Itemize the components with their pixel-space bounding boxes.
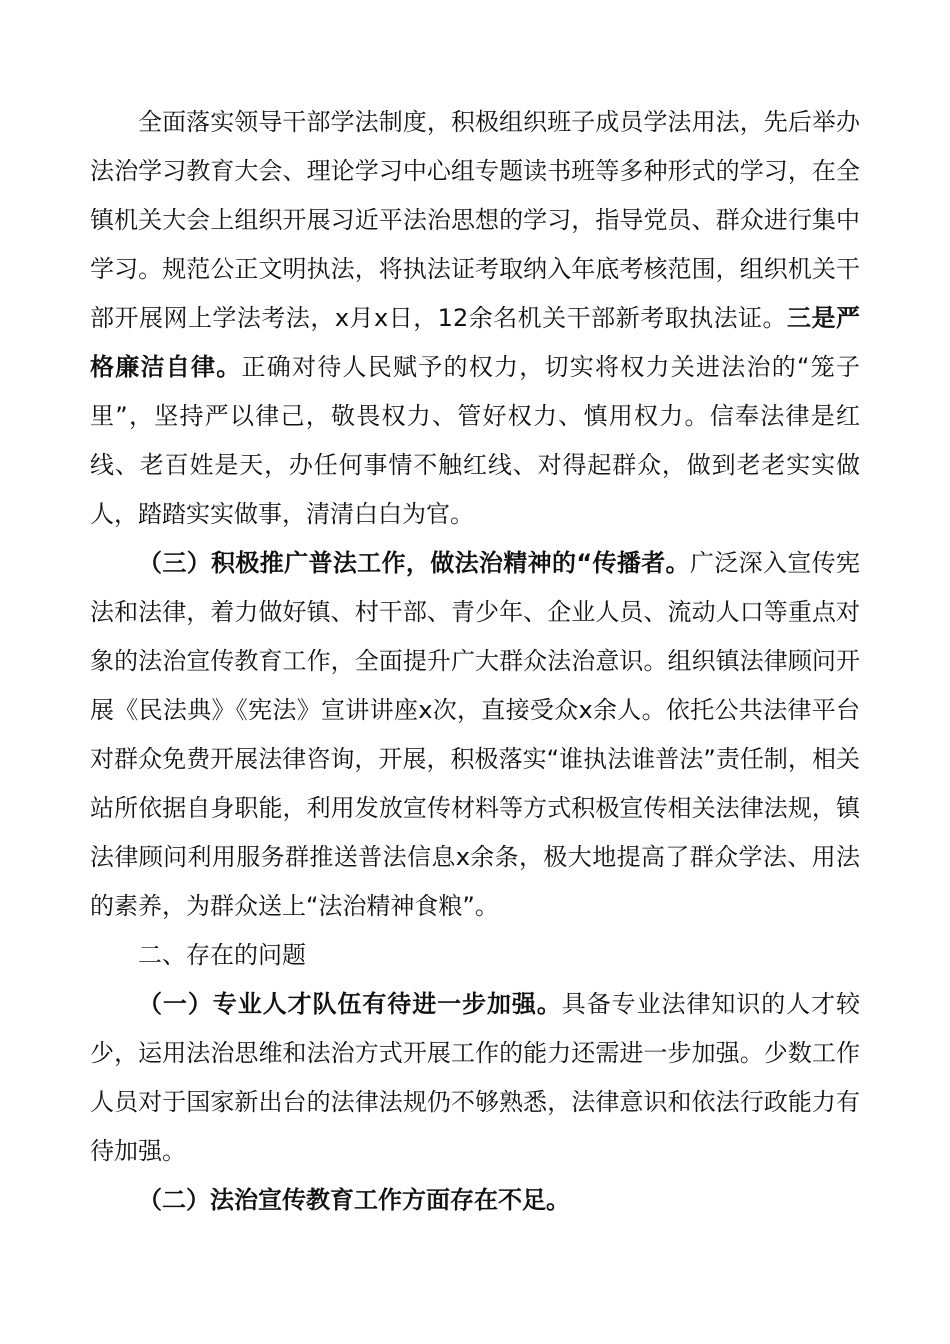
paragraph-publicity-shortfall	[90, 1176, 860, 1225]
paragraph-law-promotion	[90, 539, 860, 931]
document-body	[90, 98, 860, 1225]
section-heading-inline: （二）法治宣传教育工作方面存在不足。	[138, 1186, 570, 1214]
paragraph-text: 具备专业法律知识的人才较少，运用法治思维和法治方式开展工作的能力还需进一步加强。少数工作人员对于国家新出台的法律法规仍不够熟悉，法律意识和依法行政能力有待加强。	[90, 990, 861, 1165]
paragraph-talent-team	[90, 980, 860, 1176]
paragraph-law-study	[90, 98, 860, 539]
section-heading-inline: （三）积极推广普法工作，做法治精神的“传播者。	[138, 549, 690, 577]
section-heading-inline: （一）专业人才队伍有待进一步加强。	[138, 990, 562, 1018]
paragraph-heading-inline: 三是严格廉洁自律。	[90, 304, 861, 381]
paragraph-text: 全面落实领导干部学法制度，积极组织班子成员学法用法，先后举办法治学习教育大会、理论学习中心组专题读书班等多种形式的学习，在全镇机关大会上组织开展习近平法治思想的学习，指导党员、群众进行集中学习。规范公正文明执法，将执法证考取纳入年底考核范围，组织机关干部开展网上学法考法，x月x日，12余名机关干部新考取执法证。	[90, 108, 860, 332]
paragraph-text: 正确对待人民赋予的权力，切实将权力关进法治的“笼子里”，坚持严以律己，敬畏权力、管好权力、慎用权力。信奉法律是红线、老百姓是天，办任何事情不触红线、对得起群众，做到老老实实做人，踏踏实实做事，清清白白为官。	[90, 353, 860, 528]
section-title-text: 二、存在的问题	[138, 941, 306, 969]
section-title-problems	[90, 931, 860, 980]
paragraph-text: 广泛深入宣传宪法和法律，着力做好镇、村干部、青少年、企业人员、流动人口等重点对象的法治宣传教育工作，全面提升广大群众法治意识。组织镇法律顾问开展《民法典》《宪法》宣讲讲座x次，直接受众x余人。依托公共法律平台对群众免费开展法律咨询，开展，积极落实“谁执法谁普法”责任制，相关站所依据自身职能，利用发放宣传材料等方式积极宣传相关法律法规，镇法律顾问利用服务群推送普法信息x余条，极大地提高了群众学法、用法的素养，为群众送上“法治精神食粮”。	[90, 549, 861, 920]
